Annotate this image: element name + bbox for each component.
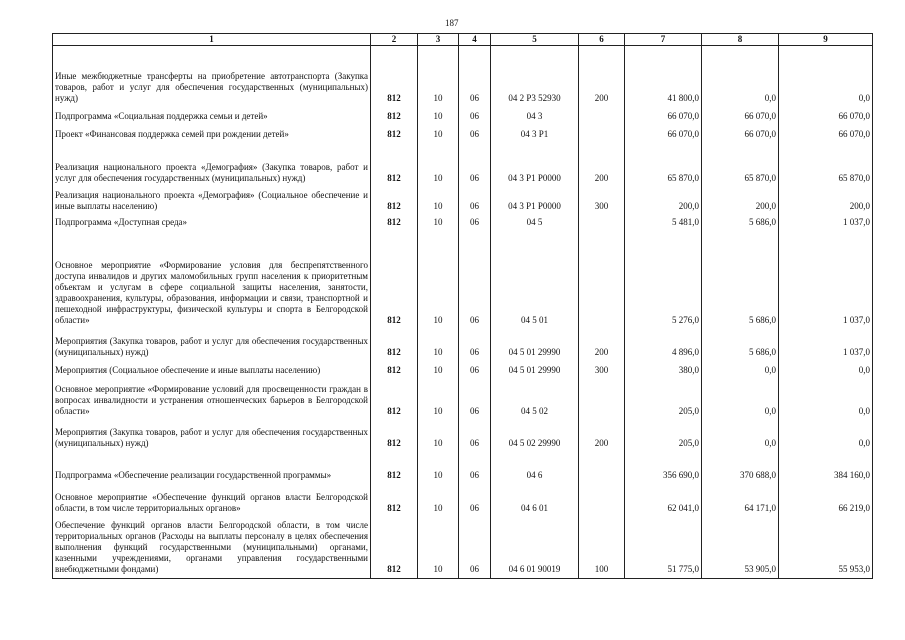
row-amount-year-2: 200,0 [702, 187, 779, 215]
row-amount-year-2: 0,0 [702, 46, 779, 107]
row-amount-year-2: 0,0 [702, 379, 779, 420]
row-expense-type [579, 215, 625, 231]
row-target-article: 04 6 [491, 452, 579, 484]
row-ministry-code: 812 [371, 329, 418, 361]
row-section: 10 [418, 517, 459, 579]
row-expense-type [579, 231, 625, 329]
row-amount-year-2: 64 171,0 [702, 484, 779, 517]
row-section: 10 [418, 329, 459, 361]
row-target-article: 04 5 01 [491, 231, 579, 329]
row-expense-type: 200 [579, 420, 625, 452]
row-amount-year-2: 5 686,0 [702, 215, 779, 231]
row-subsection: 06 [459, 484, 491, 517]
row-section: 10 [418, 125, 459, 143]
row-amount-year-1: 5 276,0 [625, 231, 702, 329]
table-row [53, 46, 873, 107]
row-amount-year-3: 55 953,0 [779, 517, 873, 579]
table-row [53, 215, 873, 231]
row-target-article: 04 3 Р1 Р0000 [491, 187, 579, 215]
row-amount-year-2: 5 686,0 [702, 329, 779, 361]
row-subsection: 06 [459, 379, 491, 420]
row-amount-year-2: 0,0 [702, 361, 779, 379]
budget-table [52, 33, 873, 579]
row-amount-year-3: 384 160,0 [779, 452, 873, 484]
table-row [53, 379, 873, 420]
row-section: 10 [418, 143, 459, 187]
row-ministry-code: 812 [371, 143, 418, 187]
row-description: Обеспечение функций органов власти Белгородской области, в том числе территориальных органов (Расходы на выплаты персоналу в целях обеспечения выполнения функций государственными (муниципальными) органами, казенными учреждениями, органами управления государственными внебюджетными фондами) [53, 517, 371, 579]
header-col-8: 8 [702, 34, 779, 46]
row-section: 10 [418, 107, 459, 125]
row-description: Мероприятия (Закупка товаров, работ и услуг для обеспечения государственных (муниципальных) нужд) [53, 329, 371, 361]
table-row [53, 517, 873, 579]
header-col-9: 9 [779, 34, 873, 46]
row-target-article: 04 3 Р1 Р0000 [491, 143, 579, 187]
row-amount-year-1: 205,0 [625, 379, 702, 420]
row-expense-type: 200 [579, 329, 625, 361]
row-ministry-code: 812 [371, 215, 418, 231]
header-row [53, 34, 873, 46]
row-amount-year-1: 4 896,0 [625, 329, 702, 361]
row-amount-year-2: 66 070,0 [702, 107, 779, 125]
row-description: Иные межбюджетные трансферты на приобретение автотранспорта (Закупка товаров, работ и услуг для обеспечения государственных (муниципальных) нужд) [53, 46, 371, 107]
row-amount-year-1: 356 690,0 [625, 452, 702, 484]
row-subsection: 06 [459, 46, 491, 107]
row-subsection: 06 [459, 361, 491, 379]
row-amount-year-1: 200,0 [625, 187, 702, 215]
row-subsection: 06 [459, 231, 491, 329]
row-target-article: 04 2 Р3 52930 [491, 46, 579, 107]
row-amount-year-1: 62 041,0 [625, 484, 702, 517]
row-subsection: 06 [459, 143, 491, 187]
row-amount-year-3: 0,0 [779, 420, 873, 452]
row-amount-year-2: 5 686,0 [702, 231, 779, 329]
row-target-article: 04 5 01 29990 [491, 361, 579, 379]
row-amount-year-3: 200,0 [779, 187, 873, 215]
table-row [53, 361, 873, 379]
row-amount-year-2: 0,0 [702, 420, 779, 452]
row-description: Проект «Финансовая поддержка семей при рождении детей» [53, 125, 371, 143]
table-row [53, 125, 873, 143]
row-amount-year-3: 0,0 [779, 379, 873, 420]
row-amount-year-1: 380,0 [625, 361, 702, 379]
row-amount-year-1: 5 481,0 [625, 215, 702, 231]
row-ministry-code: 812 [371, 231, 418, 329]
row-section: 10 [418, 46, 459, 107]
row-ministry-code: 812 [371, 46, 418, 107]
row-ministry-code: 812 [371, 125, 418, 143]
row-section: 10 [418, 231, 459, 329]
row-target-article: 04 6 01 [491, 484, 579, 517]
row-ministry-code: 812 [371, 187, 418, 215]
row-amount-year-3: 0,0 [779, 361, 873, 379]
row-description: Подпрограмма «Социальная поддержка семьи и детей» [53, 107, 371, 125]
row-target-article: 04 5 [491, 215, 579, 231]
row-ministry-code: 812 [371, 452, 418, 484]
table-row [53, 452, 873, 484]
page-number: 187 [445, 18, 459, 28]
row-target-article: 04 6 01 90019 [491, 517, 579, 579]
table-row [53, 231, 873, 329]
row-expense-type [579, 379, 625, 420]
table-row [53, 329, 873, 361]
row-expense-type [579, 125, 625, 143]
row-expense-type [579, 452, 625, 484]
row-target-article: 04 5 02 [491, 379, 579, 420]
row-amount-year-3: 0,0 [779, 46, 873, 107]
table-row [53, 187, 873, 215]
row-amount-year-2: 65 870,0 [702, 143, 779, 187]
row-amount-year-1: 66 070,0 [625, 125, 702, 143]
row-description: Мероприятия (Социальное обеспечение и иные выплаты населению) [53, 361, 371, 379]
row-ministry-code: 812 [371, 420, 418, 452]
row-description: Реализация национального проекта «Демография» (Закупка товаров, работ и услуг для обеспечения государственных (муниципальных) нужд) [53, 143, 371, 187]
table-row [53, 143, 873, 187]
row-amount-year-1: 51 775,0 [625, 517, 702, 579]
row-section: 10 [418, 187, 459, 215]
row-expense-type: 100 [579, 517, 625, 579]
row-description: Основное мероприятие «Формирование условий для просвещенности граждан в вопросах инвалидности и устранения отношенческих барьеров в Белгородской области» [53, 379, 371, 420]
row-amount-year-3: 1 037,0 [779, 215, 873, 231]
row-amount-year-3: 1 037,0 [779, 329, 873, 361]
row-ministry-code: 812 [371, 379, 418, 420]
header-col-4: 4 [459, 34, 491, 46]
row-amount-year-3: 66 070,0 [779, 125, 873, 143]
row-description: Основное мероприятие «Формирование условия для беспрепятственного доступа инвалидов и других маломобильных групп населения к приоритетным объектам и услугам в сфере социальной защиты населения, занятости, здравоохранения, культуры, образования, информации и связи, транспортной и пешеходной инфраструктуры, физической культуры и спорта в Белгородской области» [53, 231, 371, 329]
row-expense-type [579, 107, 625, 125]
row-target-article: 04 5 01 29990 [491, 329, 579, 361]
row-section: 10 [418, 379, 459, 420]
row-description: Подпрограмма «Обеспечение реализации государственной программы» [53, 452, 371, 484]
row-amount-year-2: 53 905,0 [702, 517, 779, 579]
row-amount-year-3: 1 037,0 [779, 231, 873, 329]
row-amount-year-3: 65 870,0 [779, 143, 873, 187]
row-amount-year-2: 66 070,0 [702, 125, 779, 143]
row-section: 10 [418, 484, 459, 517]
row-amount-year-1: 41 800,0 [625, 46, 702, 107]
row-target-article: 04 3 [491, 107, 579, 125]
table-row [53, 420, 873, 452]
row-expense-type: 300 [579, 187, 625, 215]
row-section: 10 [418, 452, 459, 484]
row-ministry-code: 812 [371, 361, 418, 379]
row-amount-year-2: 370 688,0 [702, 452, 779, 484]
row-expense-type: 200 [579, 46, 625, 107]
header-col-6: 6 [579, 34, 625, 46]
row-section: 10 [418, 420, 459, 452]
row-expense-type: 200 [579, 143, 625, 187]
table-row [53, 107, 873, 125]
header-col-2: 2 [371, 34, 418, 46]
row-description: Подпрограмма «Доступная среда» [53, 215, 371, 231]
row-expense-type [579, 484, 625, 517]
row-description: Основное мероприятие «Обеспечение функций органов власти Белгородской области, в том числе территориальных органов» [53, 484, 371, 517]
row-section: 10 [418, 361, 459, 379]
header-col-3: 3 [418, 34, 459, 46]
header-col-7: 7 [625, 34, 702, 46]
table-row [53, 484, 873, 517]
header-col-5: 5 [491, 34, 579, 46]
header-col-1: 1 [53, 34, 371, 46]
row-ministry-code: 812 [371, 484, 418, 517]
row-subsection: 06 [459, 452, 491, 484]
row-subsection: 06 [459, 215, 491, 231]
row-subsection: 06 [459, 517, 491, 579]
row-amount-year-3: 66 070,0 [779, 107, 873, 125]
row-subsection: 06 [459, 125, 491, 143]
row-subsection: 06 [459, 107, 491, 125]
row-section: 10 [418, 215, 459, 231]
row-subsection: 06 [459, 329, 491, 361]
row-description: Мероприятия (Закупка товаров, работ и услуг для обеспечения государственных (муниципальных) нужд) [53, 420, 371, 452]
row-ministry-code: 812 [371, 517, 418, 579]
row-amount-year-1: 65 870,0 [625, 143, 702, 187]
row-subsection: 06 [459, 187, 491, 215]
row-target-article: 04 5 02 29990 [491, 420, 579, 452]
row-amount-year-1: 205,0 [625, 420, 702, 452]
row-amount-year-1: 66 070,0 [625, 107, 702, 125]
row-expense-type: 300 [579, 361, 625, 379]
row-description: Реализация национального проекта «Демография» (Социальное обеспечение и иные выплаты населению) [53, 187, 371, 215]
row-ministry-code: 812 [371, 107, 418, 125]
row-target-article: 04 3 Р1 [491, 125, 579, 143]
row-amount-year-3: 66 219,0 [779, 484, 873, 517]
row-subsection: 06 [459, 420, 491, 452]
